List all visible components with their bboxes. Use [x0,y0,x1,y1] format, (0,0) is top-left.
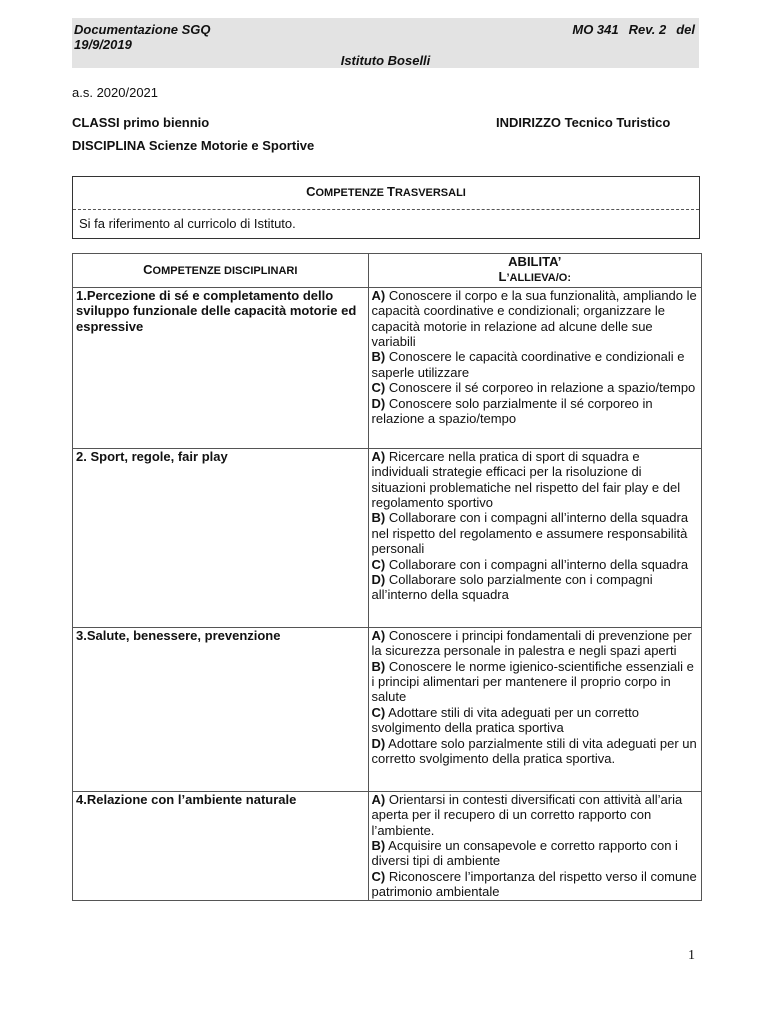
ability-key: B) [371,838,386,854]
ability-item [372,288,698,350]
ability-text: Acquisire un consapevole e corretto rapporto con i diversi tipi di ambiente [371,838,678,869]
abilities-cell [368,627,701,791]
ability-text: Collaborare solo parzialmente con i compagni all’interno della squadra [371,572,653,603]
ability-text: Orientarsi in contesti diversificati con attività all’aria aperta per il recupero di un corretto rapporto con l’ambiente. [371,791,683,838]
competence-cell: 4.Relazione con l’ambiente naturale [73,791,369,900]
address-value: Tecnico Turistico [564,115,671,130]
table-row [73,287,702,448]
ability-text: Riconoscere l’importanza del rispetto verso il comune patrimonio ambientale [371,868,697,900]
ability-item [372,869,698,900]
ability-item [372,628,698,659]
ability-key: D) [371,572,386,588]
table-row [73,627,702,791]
abilities-cell [368,791,701,900]
ability-text: Collaborare con i compagni all’interno della squadra [388,556,689,572]
transversal-competences-table [72,176,700,239]
classes-label: CLASSI [72,115,120,130]
ability-key: C) [371,868,386,884]
ability-key: C) [371,704,386,720]
ability-item [372,705,698,736]
competence-cell: 3.Salute, benessere, prevenzione [73,627,369,791]
document-header [72,18,699,68]
doc-title: Documentazione SGQ [74,22,211,37]
ability-item [372,396,698,427]
ability-item [372,510,698,556]
ability-key: C) [371,380,386,396]
ability-text: Conoscere le capacità coordinative e condizionali e saperle utilizzare [371,349,685,380]
ability-item [372,838,698,869]
ability-key: B) [371,349,386,365]
ability-text: Adottare stili di vita adeguati per un corretto svolgimento della pratica sportiva [371,704,639,736]
page-number: 1 [688,948,695,963]
classes-line [72,115,209,131]
ability-item [372,449,698,511]
ability-item [372,557,698,572]
ability-key: A) [371,791,386,807]
abilities-cell [368,287,701,448]
doc-del: del [676,22,695,37]
ability-key: B) [371,658,386,674]
doc-code: MO 341 [572,22,619,37]
classes-value: primo biennio [123,115,210,130]
ability-key: D) [371,735,386,751]
ability-text: Conoscere le norme igienico-scientifiche essenziali e i principi alimentari per mantenere il proprio corpo in salute [371,658,694,705]
ability-item [372,349,698,380]
col-header-abilities: ABILITA’ L’ALLIEVA/O: [368,254,701,288]
table-row [73,791,702,900]
ability-text: Ricercare nella pratica di sport di squadra e individuali strategie efficaci per la risoluzione di situazioni problematiche nel rispetto del fair play e del regolamento sportivo [371,448,681,511]
ability-item [372,659,698,705]
ability-item [372,380,698,395]
discipline-value: Scienze Motorie e Sportive [148,138,315,153]
competence-cell: 2. Sport, regole, fair play [73,448,369,627]
abilities-cell [368,448,701,627]
discipline-label: DISCIPLINA [72,138,146,153]
header-left [74,22,211,52]
ability-key: D) [371,395,386,411]
ability-text: Conoscere il corpo e la sua funzionalità, ampliando le capacità coordinative e condizionali; organizzare le capacità motorie in relazione ad alcune delle sue variabili [371,287,697,350]
address-label: INDIRIZZO [496,115,561,130]
school-year: a.s. 2020/2021 [72,85,159,100]
table-row [73,448,702,627]
doc-date: 19/9/2019 [74,37,132,52]
competences-table [72,253,702,901]
ability-text: Conoscere solo parzialmente il sé corporeo in relazione a spazio/tempo [371,395,653,427]
ability-key: A) [371,448,386,464]
transversal-text: Si fa riferimento al curricolo di Istituto. [79,216,296,232]
competence-cell: 1.Percezione di sé e completamento dello sviluppo funzionale delle capacità motorie ed espressive [73,287,369,448]
ability-text: Conoscere il sé corporeo in relazione a spazio/tempo [388,380,696,396]
ability-key: A) [371,627,386,643]
header-right [572,22,695,37]
discipline-line [72,138,314,154]
doc-rev: Rev. 2 [628,22,667,37]
ability-text: Adottare solo parzialmente stili di vita adeguati per un corretto svolgimento della pratica sportiva. [371,735,697,767]
ability-key: C) [371,556,386,572]
col-header-competences: COMPETENZE DISCIPLINARI [73,254,369,288]
ability-text: Collaborare con i compagni all’interno della squadra nel rispetto del regolamento e assumere responsabilità personali [371,510,689,557]
ability-key: B) [371,510,386,526]
ability-item [372,792,698,838]
institute-name: Istituto Boselli [340,53,431,68]
ability-item [372,736,698,767]
ability-text: Conoscere i principi fondamentali di prevenzione per la sicurezza personale in palestra e negli spazi aperti [371,627,692,659]
transversal-title: COMPETENZE TRASVERSALI [73,177,700,210]
address-line [496,115,670,131]
ability-item [372,572,698,603]
table-header-row [73,254,702,288]
ability-key: A) [371,287,386,303]
